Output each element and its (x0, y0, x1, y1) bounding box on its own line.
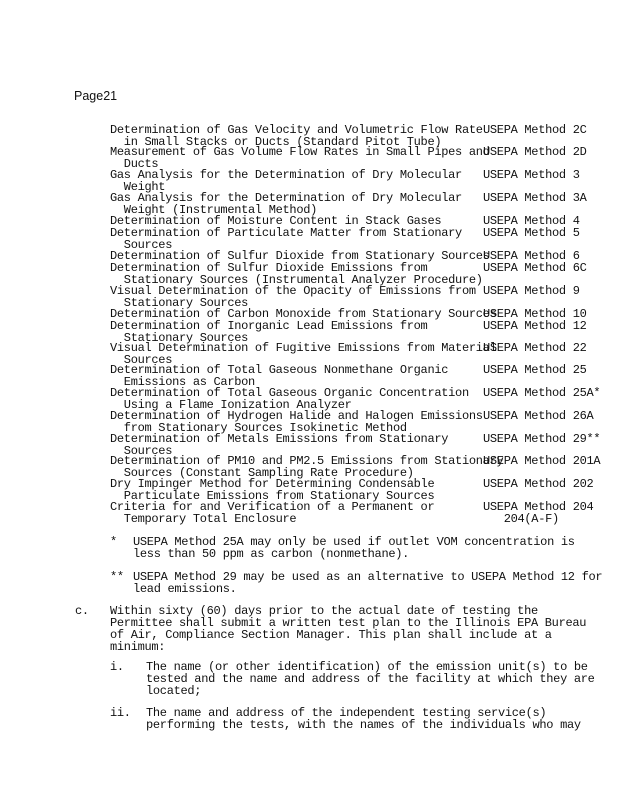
method-description: Visual Determination of Fugitive Emissions from Material (110, 341, 497, 355)
section-label: c. (75, 604, 89, 618)
footnote-text: less than 50 ppm as carbon (nonmethane). (133, 547, 410, 561)
method-reference: USEPA Method 204 (483, 500, 594, 514)
item-number: ii. (110, 706, 131, 720)
method-description: Determination of Carbon Monoxide from Stationary Sources (110, 307, 497, 321)
section-text: Permittee shall submit a written test plan to the Illinois EPA Bureau (110, 616, 587, 630)
item-text: The name (or other identification) of the emission unit(s) to be (146, 660, 588, 674)
method-description: Gas Analysis for the Determination of Dry Molecular (110, 168, 462, 182)
method-description: Determination of Hydrogen Halide and Halogen Emissions (110, 409, 483, 423)
method-reference: USEPA Method 9 (483, 284, 580, 298)
method-description: Stationary Sources (110, 296, 249, 310)
footnote-mark: ** (110, 570, 124, 584)
section-text: minimum: (110, 640, 166, 654)
method-description: from Stationary Sources Isokinetic Method (110, 421, 407, 435)
method-description: Stationary Sources (110, 331, 249, 345)
method-description: Particulate Emissions from Stationary Sources (110, 489, 435, 503)
method-reference: USEPA Method 5 (483, 226, 580, 240)
item-number: i. (110, 660, 124, 674)
method-description: Determination of Metals Emissions from Stationary (110, 432, 449, 446)
method-description: Using a Flame Ionization Analyzer (110, 398, 352, 412)
item-text: tested and the name and address of the facility at which they are (146, 672, 595, 686)
method-reference: USEPA Method 12 (483, 319, 587, 333)
method-reference: 204(A-F) (483, 512, 559, 526)
footnote-mark: * (110, 535, 117, 549)
method-description: Ducts (110, 157, 159, 171)
method-description: Weight (110, 180, 166, 194)
method-description: Emissions as Carbon (110, 375, 255, 389)
method-description: Determination of Gas Velocity and Volumetric Flow Rate (110, 123, 483, 137)
page-label: Page21 (74, 89, 118, 103)
method-description: in Small Stacks or Ducts (Standard Pitot Tube) (110, 135, 442, 149)
method-description: Sources (110, 353, 173, 367)
method-description: Criteria for and Verification of a Permanent or (110, 500, 435, 514)
method-description: Gas Analysis for the Determination of Dry Molecular (110, 191, 462, 205)
footnote-text: USEPA Method 25A may only be used if outlet VOM concentration is (133, 535, 575, 549)
method-description: Determination of Inorganic Lead Emissions from (110, 319, 428, 333)
method-description: Determination of Total Gaseous Nonmethane Organic (110, 363, 449, 377)
method-description: Sources (110, 444, 173, 458)
method-description: Sources (110, 238, 173, 252)
method-description: Determination of Particulate Matter from Stationary (110, 226, 462, 240)
method-description: Determination of Moisture Content in Stack Gases (110, 214, 442, 228)
section-text: of Air, Compliance Section Manager. This plan shall include at a (110, 628, 552, 642)
item-text: performing the tests, with the names of the individuals who may (146, 718, 581, 732)
method-reference: USEPA Method 2C (483, 123, 587, 137)
method-reference: USEPA Method 25 (483, 363, 587, 377)
method-description: Measurement of Gas Volume Flow Rates in Small Pipes and (110, 145, 490, 159)
method-reference: USEPA Method 6 (483, 249, 580, 263)
method-description: Dry Impinger Method for Determining Condensable (110, 477, 435, 491)
method-description: Determination of Sulfur Dioxide from Stationary Sources (110, 249, 490, 263)
method-reference: USEPA Method 3 (483, 168, 580, 182)
method-reference: USEPA Method 202 (483, 477, 594, 491)
method-description: Determination of PM10 and PM2.5 Emissions from Stationary (110, 454, 504, 468)
method-description: Sources (Constant Sampling Rate Procedure) (110, 466, 414, 480)
item-text: The name and address of the independent testing service(s) (146, 706, 547, 720)
footnote-text: lead emissions. (133, 582, 237, 596)
method-reference: USEPA Method 6C (483, 261, 587, 275)
method-reference: USEPA Method 201A (483, 454, 601, 468)
method-description: Determination of Total Gaseous Organic Concentration (110, 386, 469, 400)
method-reference: USEPA Method 26A (483, 409, 594, 423)
method-description: Determination of Sulfur Dioxide Emissions from (110, 261, 428, 275)
section-text: Within sixty (60) days prior to the actual date of testing the (110, 604, 538, 618)
method-description: Temporary Total Enclosure (110, 512, 297, 526)
item-text: located; (146, 684, 202, 698)
method-description: Visual Determination of the Opacity of Emissions from (110, 284, 476, 298)
method-description: Weight (Instrumental Method) (110, 203, 318, 217)
method-description: Stationary Sources (Instrumental Analyzer Procedure) (110, 273, 483, 287)
method-reference: USEPA Method 2D (483, 145, 587, 159)
method-reference: USEPA Method 25A* (483, 386, 601, 400)
method-reference: USEPA Method 29** (483, 432, 601, 446)
method-reference: USEPA Method 3A (483, 191, 587, 205)
method-reference: USEPA Method 4 (483, 214, 580, 228)
method-reference: USEPA Method 10 (483, 307, 587, 321)
footnote-text: USEPA Method 29 may be used as an alternative to USEPA Method 12 for (133, 570, 603, 584)
method-reference: USEPA Method 22 (483, 341, 587, 355)
